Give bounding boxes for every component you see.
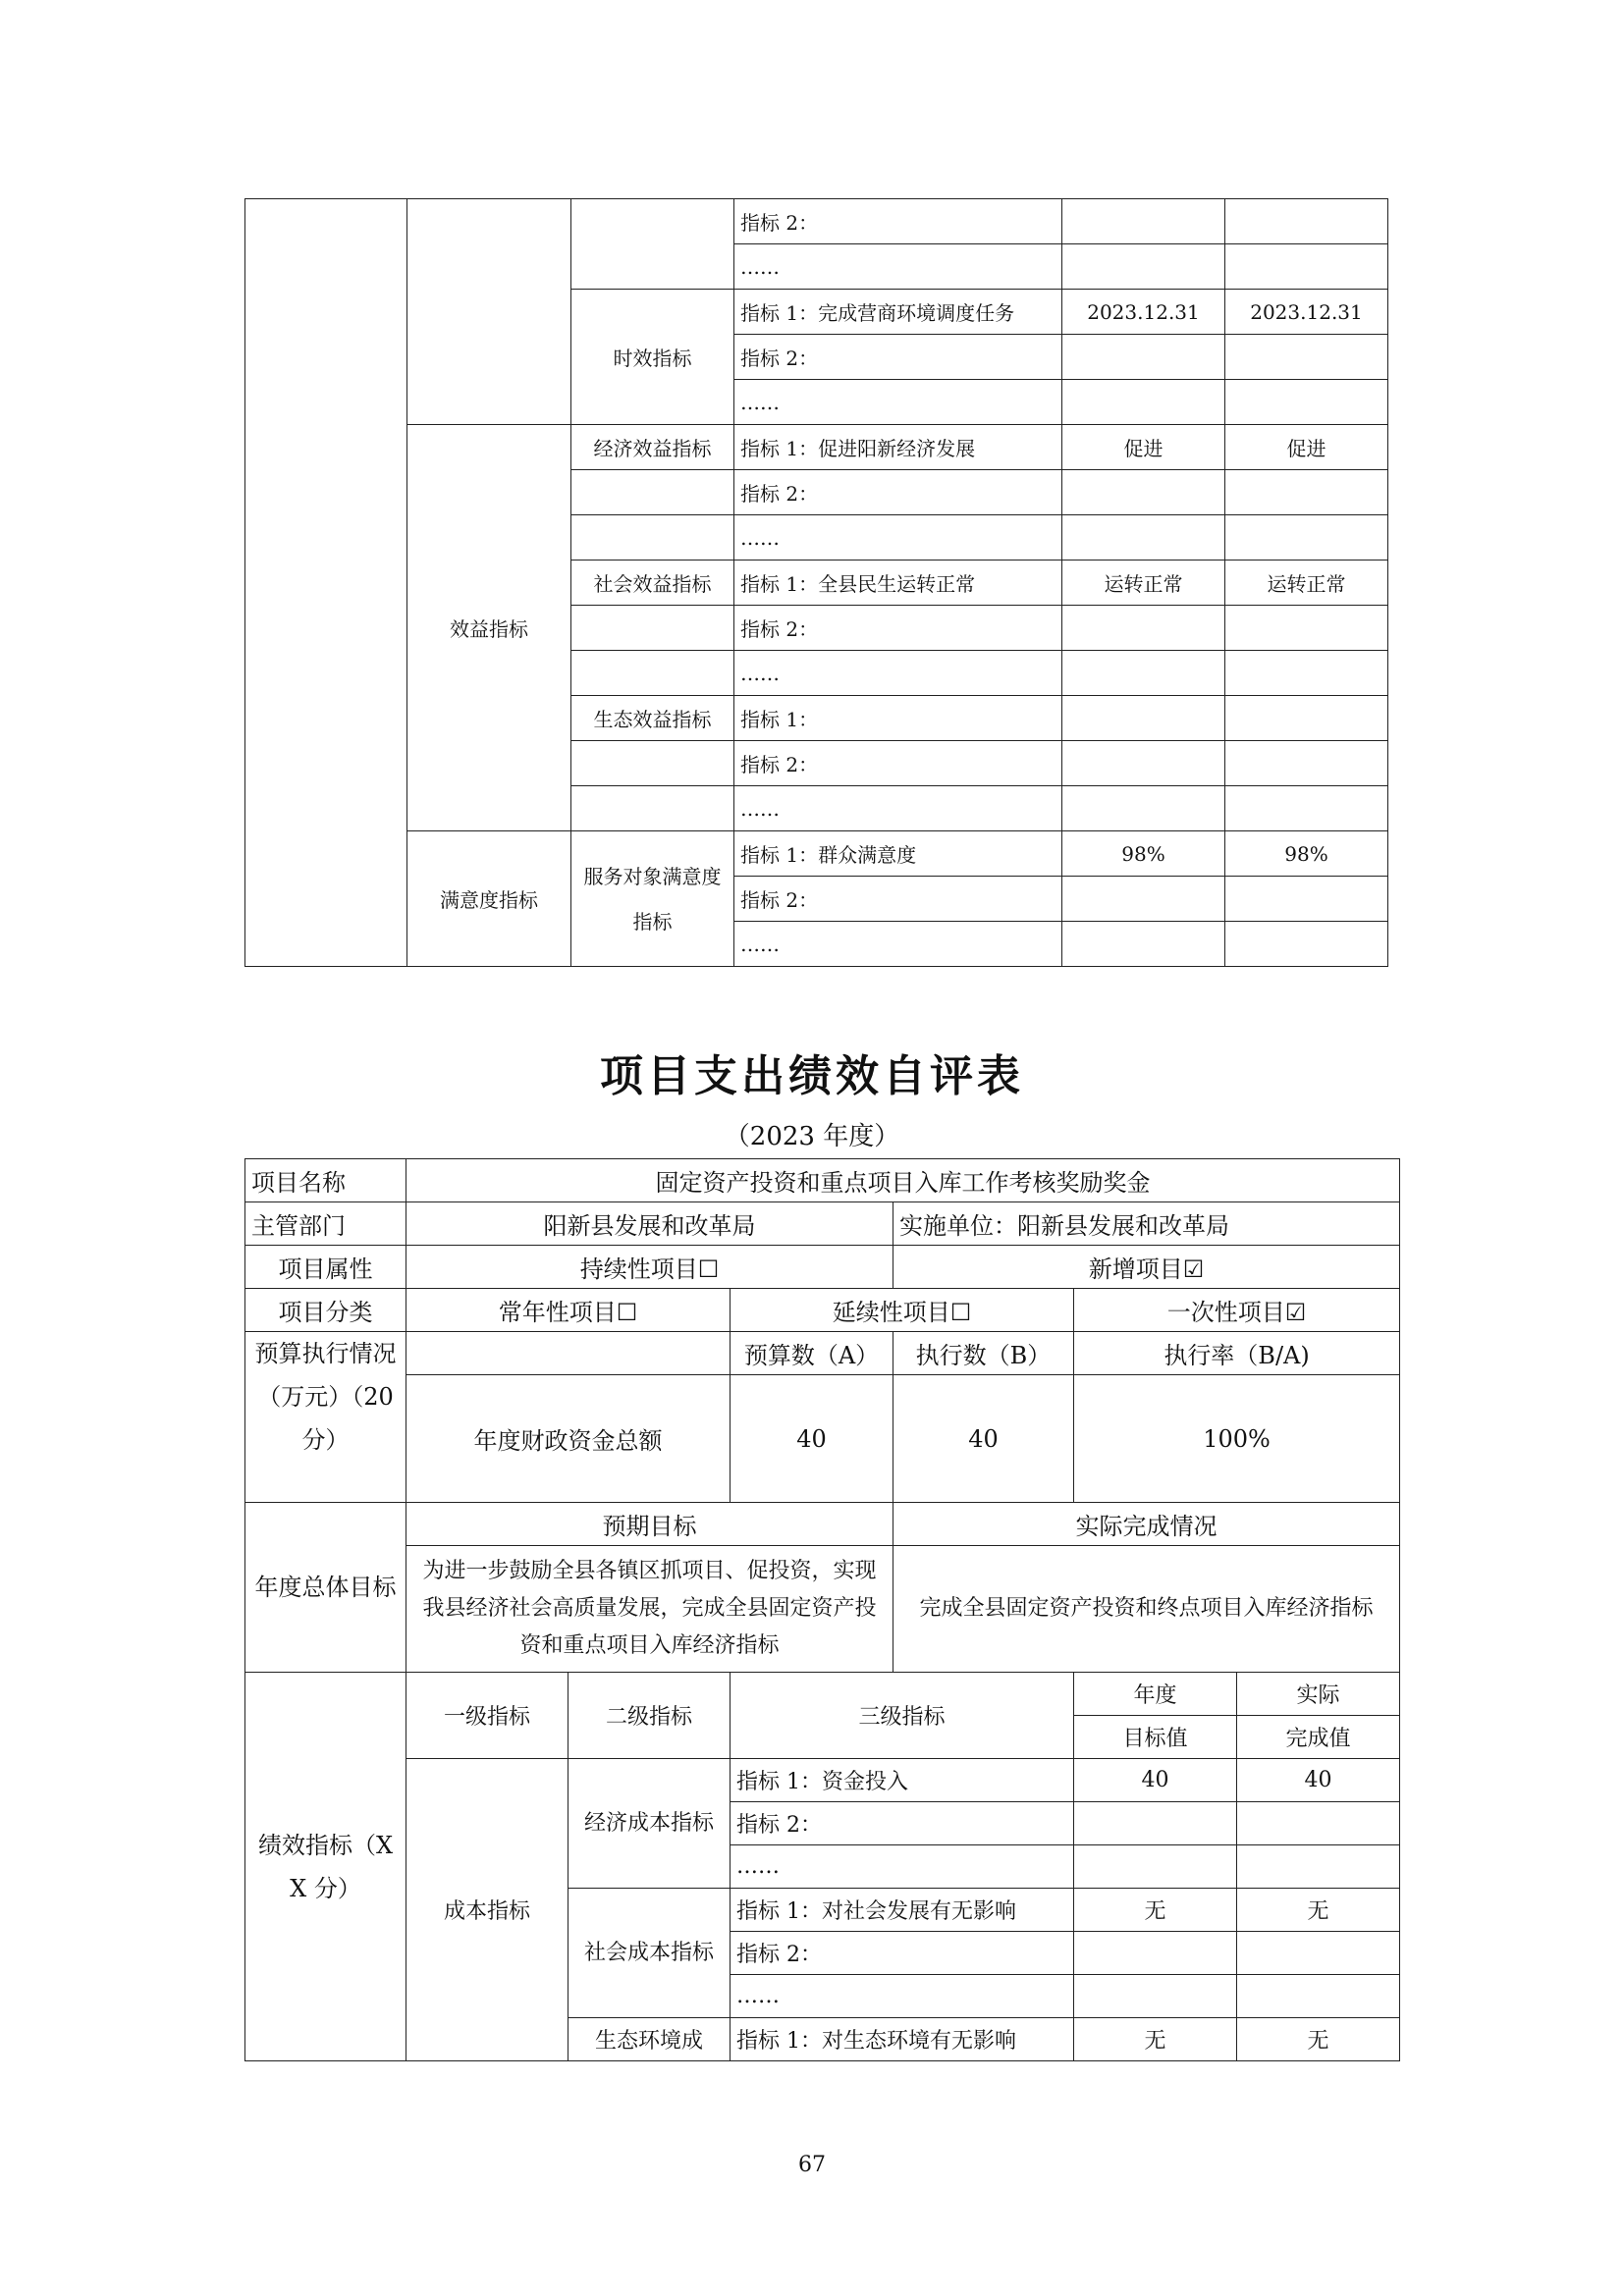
exec-rate-header: 执行率（B/A) xyxy=(1074,1332,1400,1375)
l3-cell: …… xyxy=(731,1975,1074,2018)
attr-label: 项目属性 xyxy=(245,1246,406,1289)
target-cell: 促进 xyxy=(1062,425,1225,470)
actual-cell xyxy=(1225,741,1388,786)
level1-header: 一级指标 xyxy=(406,1673,568,1759)
l2-blank-cell xyxy=(571,651,734,696)
actual-cell xyxy=(1237,1975,1400,2018)
dept-value: 阳新县发展和改革局 xyxy=(406,1202,893,1246)
target-header-bottom: 目标值 xyxy=(1074,1716,1237,1759)
economic-benefit-label: 经济效益指标 xyxy=(571,425,734,470)
l3-cell: …… xyxy=(734,786,1062,831)
actual-cell: 无 xyxy=(1237,1889,1400,1932)
l3-cell: …… xyxy=(731,1845,1074,1889)
target-cell xyxy=(1062,244,1225,290)
actual-header-bottom: 完成值 xyxy=(1237,1716,1400,1759)
project-name-label: 项目名称 xyxy=(245,1159,406,1202)
l3-cell: …… xyxy=(734,922,1062,967)
perf-indicator-label: 绩效指标（XX 分） xyxy=(245,1673,406,2061)
impl-unit-value: 实施单位：阳新县发展和改革局 xyxy=(893,1202,1400,1246)
budget-a-header: 预算数（A） xyxy=(731,1332,893,1375)
actual-cell: 2023.12.31 xyxy=(1225,290,1388,335)
expected-goal-header: 预期目标 xyxy=(406,1503,893,1546)
attr-continuous-checkbox: 持续性项目☐ xyxy=(406,1246,893,1289)
total-funds-label: 年度财政资金总额 xyxy=(406,1375,731,1503)
target-header-top: 年度 xyxy=(1074,1673,1237,1716)
document-year: （2023 年度） xyxy=(724,1122,900,1151)
target-cell xyxy=(1062,380,1225,425)
l2-blank-cell xyxy=(571,741,734,786)
l3-cell: 指标 2： xyxy=(734,606,1062,651)
benefit-indicator-label: 效益指标 xyxy=(407,425,571,831)
l3-cell: 指标 1：群众满意度 xyxy=(734,831,1062,877)
l3-cell: 指标 2： xyxy=(734,335,1062,380)
actual-cell xyxy=(1225,470,1388,515)
budget-value: 40 xyxy=(731,1375,893,1503)
level3-header: 三级指标 xyxy=(731,1673,1074,1759)
actual-cell xyxy=(1225,606,1388,651)
social-cost-label: 社会成本指标 xyxy=(568,1889,731,2018)
document-title: 项目支出绩效自评表 xyxy=(600,1051,1024,1101)
actual-cell: 运转正常 xyxy=(1225,561,1388,606)
l2-blank-cell xyxy=(571,199,734,290)
exec-value: 40 xyxy=(893,1375,1074,1503)
l3-cell: 指标 1：全县民生运转正常 xyxy=(734,561,1062,606)
l3-cell: …… xyxy=(734,651,1062,696)
l3-cell: 指标 1： xyxy=(734,696,1062,741)
actual-cell xyxy=(1225,651,1388,696)
service-satisfaction-label: 服务对象满意度指标 xyxy=(571,831,734,967)
actual-cell: 98% xyxy=(1225,831,1388,877)
target-cell: 运转正常 xyxy=(1062,561,1225,606)
l2-blank-cell xyxy=(571,786,734,831)
output-indicator-cell xyxy=(407,199,571,425)
target-cell xyxy=(1062,922,1225,967)
target-cell xyxy=(1074,1845,1237,1889)
l2-blank-cell xyxy=(571,606,734,651)
l3-cell: 指标 1：对生态环境有无影响 xyxy=(731,2018,1074,2061)
target-cell xyxy=(1062,786,1225,831)
target-cell: 无 xyxy=(1074,2018,1237,2061)
target-cell xyxy=(1062,741,1225,786)
actual-completion-text: 完成全县固定资产投资和终点项目入库经济指标 xyxy=(893,1546,1400,1673)
l3-cell: 指标 2： xyxy=(731,1802,1074,1845)
target-cell xyxy=(1062,696,1225,741)
target-cell: 40 xyxy=(1074,1759,1237,1802)
actual-cell xyxy=(1237,1845,1400,1889)
target-cell xyxy=(1074,1802,1237,1845)
l3-cell: 指标 1：促进阳新经济发展 xyxy=(734,425,1062,470)
expected-goal-text: 为进一步鼓励全县各镇区抓项目、促投资，实现我县经济社会高质量发展，完成全县固定资产投资和重点项目入库经济指标 xyxy=(406,1546,893,1673)
cat-extended-checkbox: 延续性项目☐ xyxy=(731,1289,1074,1332)
target-cell xyxy=(1062,877,1225,922)
social-benefit-label: 社会效益指标 xyxy=(571,561,734,606)
target-cell: 98% xyxy=(1062,831,1225,877)
l3-cell: …… xyxy=(734,515,1062,561)
target-cell xyxy=(1062,470,1225,515)
cat-regular-checkbox: 常年性项目☐ xyxy=(406,1289,731,1332)
l3-cell: 指标 1：资金投入 xyxy=(731,1759,1074,1802)
l3-cell: 指标 2： xyxy=(731,1932,1074,1975)
rate-value: 100% xyxy=(1074,1375,1400,1503)
level2-header: 二级指标 xyxy=(568,1673,731,1759)
l2-blank-cell xyxy=(571,515,734,561)
actual-cell: 40 xyxy=(1237,1759,1400,1802)
actual-header-top: 实际 xyxy=(1237,1673,1400,1716)
target-cell xyxy=(1062,606,1225,651)
actual-completion-header: 实际完成情况 xyxy=(893,1503,1400,1546)
actual-cell xyxy=(1237,1802,1400,1845)
actual-cell xyxy=(1237,1932,1400,1975)
project-name-value: 固定资产投资和重点项目入库工作考核奖励奖金 xyxy=(406,1159,1400,1202)
annual-goal-label: 年度总体目标 xyxy=(245,1503,406,1673)
actual-cell: 无 xyxy=(1237,2018,1400,2061)
l3-cell: 指标 2： xyxy=(734,199,1062,244)
actual-cell xyxy=(1225,877,1388,922)
actual-cell: 促进 xyxy=(1225,425,1388,470)
target-cell xyxy=(1062,515,1225,561)
actual-cell xyxy=(1225,696,1388,741)
category-label: 项目分类 xyxy=(245,1289,406,1332)
actual-cell xyxy=(1225,335,1388,380)
l3-cell: 指标 1：完成营商环境调度任务 xyxy=(734,290,1062,335)
budget-label: 预算执行情况（万元）（20分） xyxy=(245,1332,406,1503)
target-cell xyxy=(1062,199,1225,244)
budget-blank-cell xyxy=(406,1332,731,1375)
actual-cell xyxy=(1225,515,1388,561)
l3-cell: …… xyxy=(734,244,1062,290)
target-cell xyxy=(1074,1932,1237,1975)
perf-label-cell-continued xyxy=(245,199,407,967)
cat-onetime-checkbox: 一次性项目☑ xyxy=(1074,1289,1400,1332)
target-cell xyxy=(1062,335,1225,380)
cost-indicator-label: 成本指标 xyxy=(406,1759,568,2061)
l3-cell: 指标 2： xyxy=(734,741,1062,786)
satisfaction-indicator-label: 满意度指标 xyxy=(407,831,571,967)
ecological-benefit-label: 生态效益指标 xyxy=(571,696,734,741)
actual-cell xyxy=(1225,786,1388,831)
exec-b-header: 执行数（B） xyxy=(893,1332,1074,1375)
actual-cell xyxy=(1225,922,1388,967)
attr-new-checkbox: 新增项目☑ xyxy=(893,1246,1400,1289)
actual-cell xyxy=(1225,380,1388,425)
actual-cell xyxy=(1225,199,1388,244)
l3-cell: …… xyxy=(734,380,1062,425)
target-cell xyxy=(1062,651,1225,696)
target-cell: 2023.12.31 xyxy=(1062,290,1225,335)
indicator-table-continued xyxy=(244,198,1388,967)
self-evaluation-table xyxy=(244,1158,1400,2061)
l3-cell: 指标 2： xyxy=(734,470,1062,515)
timeliness-indicator-label: 时效指标 xyxy=(571,290,734,425)
econ-cost-label: 经济成本指标 xyxy=(568,1759,731,1889)
page-number: 67 xyxy=(798,2153,826,2177)
l3-cell: 指标 1：对社会发展有无影响 xyxy=(731,1889,1074,1932)
eco-cost-label: 生态环境成 xyxy=(568,2018,731,2061)
l3-cell: 指标 2： xyxy=(734,877,1062,922)
actual-cell xyxy=(1225,244,1388,290)
l2-blank-cell xyxy=(571,470,734,515)
target-cell xyxy=(1074,1975,1237,2018)
dept-label: 主管部门 xyxy=(245,1202,406,1246)
target-cell: 无 xyxy=(1074,1889,1237,1932)
